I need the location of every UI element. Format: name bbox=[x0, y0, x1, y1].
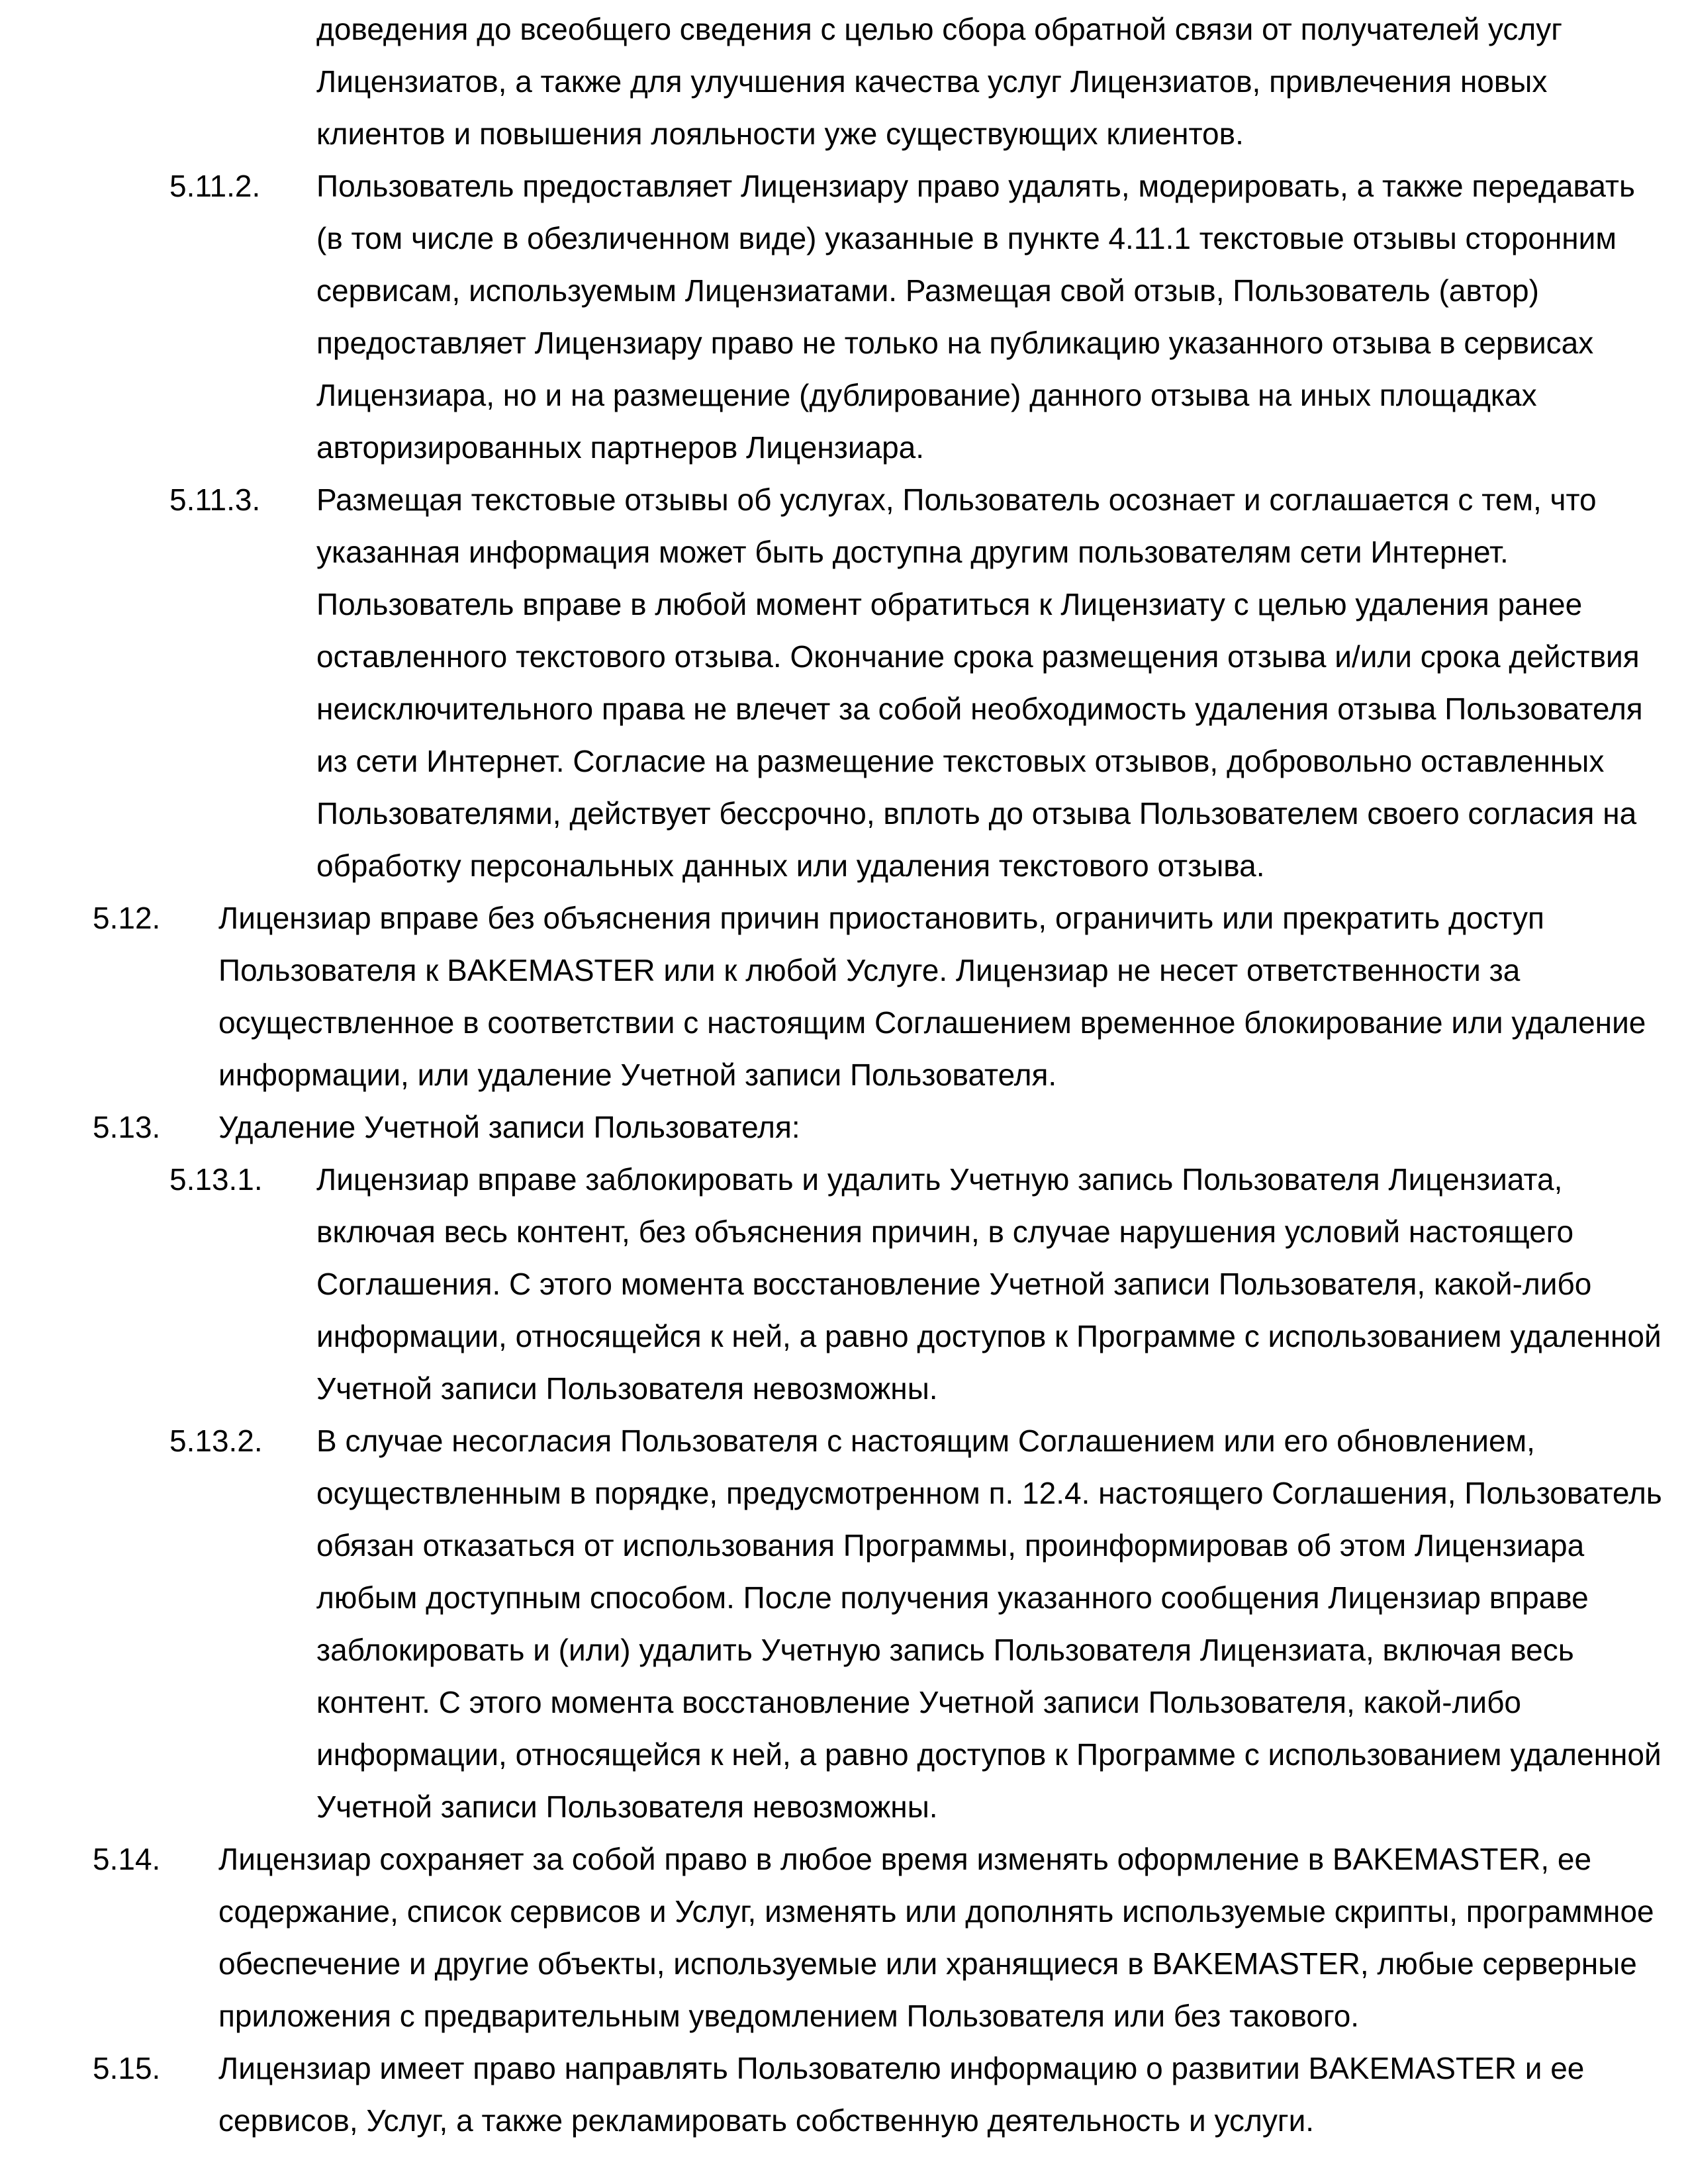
clause-text: Лицензиар вправе без объяснения причин приостановить, ограничить или прекратить доступ Пользователя к BAKEMASTER или к любой Услуге. Лицензиар не несет ответственности за осуществленное в соответствии с настоящим Соглашением временное блокирование или удаление информации, или удаление Учетной записи Пользователя. bbox=[218, 901, 1646, 1092]
clause-text: Пользователь предоставляет Лицензиару право удалять, модерировать, а также передавать (в том числе в обезличенном виде) указанные в пункте 4.11.1 текстовые отзывы сторонним сервисам, используемым Лицензиатами. Размещая свой отзыв, Пользователь (автор) предоставляет Лицензиару право не только на публикацию указанного отзыва в сервисах Лицензиара, но и на размещение (дублирование) данного отзыва на иных площадках авторизированных партнеров Лицензиара. bbox=[316, 169, 1635, 465]
clause-5-11-2 bbox=[0, 160, 1688, 474]
clause-5-13-1 bbox=[0, 1154, 1688, 1415]
clause-5-14 bbox=[0, 1833, 1688, 2042]
clause-5-13-2 bbox=[0, 1415, 1688, 1833]
clause-number: 5.14. bbox=[93, 1842, 161, 1876]
clause-5-11-1-continuation bbox=[0, 3, 1688, 160]
clause-number: 5.11.3. bbox=[169, 482, 261, 517]
clause-number: 5.13.2. bbox=[169, 1424, 263, 1458]
clause-number: 5.15. bbox=[93, 2051, 161, 2085]
clause-text: Лицензиар вправе заблокировать и удалить Учетную запись Пользователя Лицензиата, включая весь контент, без объяснения причин, в случае нарушения условий настоящего Соглашения. С этого момента восстановление Учетной записи Пользователя, какой-либо информации, относящейся к ней, а равно доступов к Программе с использованием удаленной Учетной записи Пользователя невозможны. bbox=[316, 1162, 1662, 1406]
clause-number: 5.11.2. bbox=[169, 169, 261, 203]
clause-5-12 bbox=[0, 892, 1688, 1101]
clause-text: Лицензиар сохраняет за собой право в любое время изменять оформление в BAKEMASTER, ее содержание, список сервисов и Услуг, изменять или дополнять используемые скрипты, программное обеспечение и другие объекты, используемые или хранящиеся в BAKEMASTER, любые серверные приложения с предварительным уведомлением Пользователя или без такового. bbox=[218, 1842, 1654, 2033]
clause-text: В случае несогласия Пользователя с настоящим Соглашением или его обновлением, осуществленным в порядке, предусмотренном п. 12.4. настоящего Соглашения, Пользователь обязан отказаться от использования Программы, проинформировав об этом Лицензиара любым доступным способом. После получения указанного сообщения Лицензиар вправе заблокировать и (или) удалить Учетную запись Пользователя Лицензиата, включая весь контент. С этого момента восстановление Учетной записи Пользователя, какой-либо информации, относящейся к ней, а равно доступов к Программе с использованием удаленной Учетной записи Пользователя невозможны. bbox=[316, 1424, 1662, 1824]
clause-text: Размещая текстовые отзывы об услугах, Пользователь осознает и соглашается с тем, что указанная информация может быть доступна другим пользователям сети Интернет. Пользователь вправе в любой момент обратиться к Лицензиату с целью удаления ранее оставленного текстового отзыва. Окончание срока размещения отзыва и/или срока действия неисключительного права не влечет за собой необходимость удаления отзыва Пользователя из сети Интернет. Согласие на размещение текстовых отзывов, добровольно оставленных Пользователями, действует бессрочно, вплоть до отзыва Пользователем своего согласия на обработку персональных данных или удаления текстового отзыва. bbox=[316, 482, 1643, 883]
clause-text: доведения до всеобщего сведения с целью сбора обратной связи от получателей услуг Лицензиатов, а также для улучшения качества услуг Лицензиатов, привлечения новых клиентов и повышения лояльности уже существующих клиентов. bbox=[316, 12, 1563, 151]
clause-5-15 bbox=[0, 2042, 1688, 2147]
clause-text: Лицензиар имеет право направлять Пользователю информацию о развитии BAKEMASTER и ее сервисов, Услуг, а также рекламировать собственную деятельность и услуги. bbox=[218, 2051, 1585, 2138]
clause-text: Удаление Учетной записи Пользователя: bbox=[218, 1110, 800, 1144]
clause-number: 5.13. bbox=[93, 1110, 161, 1144]
clause-5-13 bbox=[0, 1101, 1688, 1154]
clause-number: 5.12. bbox=[93, 901, 161, 935]
clause-number: 5.13.1. bbox=[169, 1162, 263, 1197]
clause-5-11-3 bbox=[0, 474, 1688, 892]
